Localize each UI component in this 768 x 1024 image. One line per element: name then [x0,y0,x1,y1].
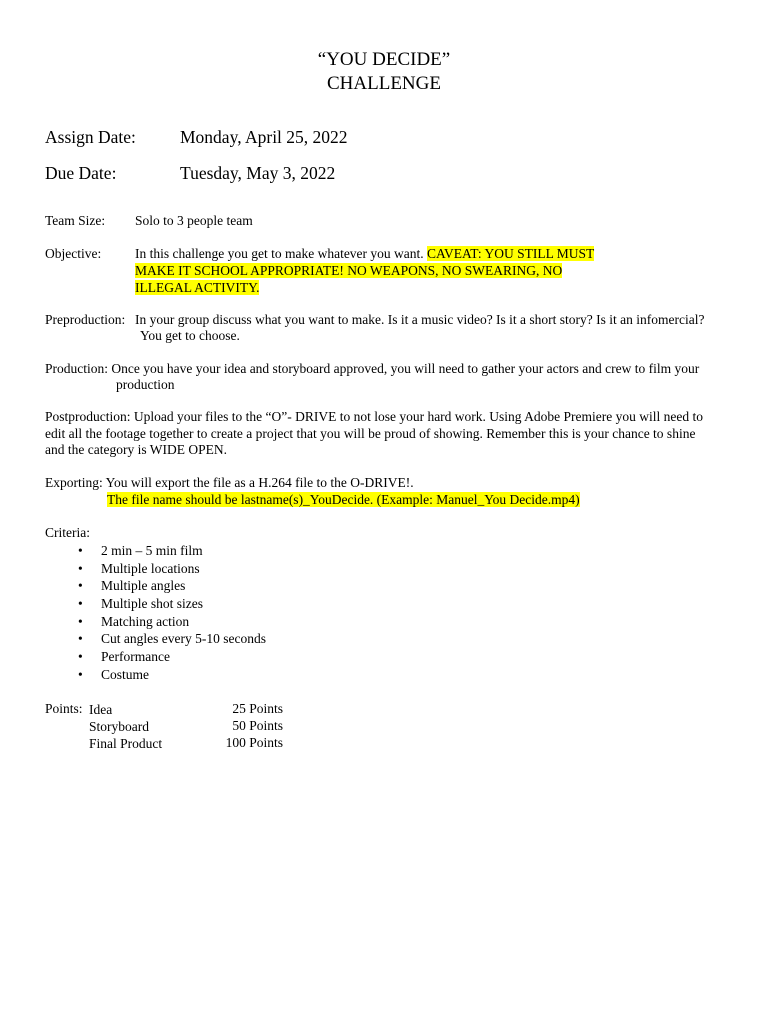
criteria-item [78,666,266,684]
title-line-2: CHALLENGE [327,73,441,94]
points-row-value: 50 Points [232,718,283,733]
criteria-item-text: Multiple locations [101,560,200,576]
points-row [89,718,149,735]
postproduction-line-3: and the category is WIDE OPEN. [45,442,227,457]
criteria-item-text: Cut angles every 5-10 seconds [101,631,266,647]
points-row-name: Storyboard [89,719,149,734]
objective-caveat: CAVEAT: YOU STILL MUST [427,246,595,261]
bullet-icon: • [78,631,83,647]
title-line-1: “YOU DECIDE” [317,49,451,70]
criteria-item [78,560,266,578]
bullet-icon: • [78,578,83,594]
postproduction-line-2: edit all the footage together to create a project that you will be proud of showing. Remember this is your chance to shine [45,426,696,441]
points-label: Points: [45,701,83,716]
criteria-list [78,542,266,684]
bullet-icon: • [78,596,83,612]
criteria-item-text: Multiple shot sizes [101,596,203,612]
exporting-line-2 [107,492,580,509]
assign-date-label: Assign Date: [45,127,136,147]
objective-line-2 [135,263,562,280]
objective-line-1 [135,246,594,263]
objective-label: Objective: [45,246,102,261]
exporting-line-1: Exporting: You will export the file as a H.264 file to the O-DRIVE!. [45,475,414,490]
assign-date-value: Monday, April 25, 2022 [180,127,348,147]
criteria-item [78,613,266,631]
preproduction-label: Preproduction: [45,312,126,327]
objective-line-3 [135,280,259,297]
criteria-label: Criteria: [45,525,90,540]
team-size-label: Team Size: [45,213,106,228]
criteria-item-text: Performance [101,649,170,665]
criteria-item [78,648,266,666]
postproduction-line-1: Postproduction: Upload your files to the “O”- DRIVE to not lose your hard work. Using Adobe Premiere you will need to [45,409,704,424]
objective-caveat-3: ILLEGAL ACTIVITY. [135,280,260,295]
objective-text: In this challenge you get to make whatever you want. [135,246,428,261]
production-line-2: production [116,377,175,392]
criteria-item-text: 2 min – 5 min film [101,543,203,558]
team-size-value: Solo to 3 people team [135,213,253,228]
bullet-icon: • [78,613,83,629]
criteria-item-text: Multiple angles [101,578,186,594]
criteria-item-text: Matching action [101,613,190,629]
criteria-item [78,542,266,560]
points-row-name: Final Product [89,736,163,751]
bullet-icon: • [78,543,83,558]
bullet-icon: • [78,649,83,665]
preproduction-line-1: In your group discuss what you want to make. Is it a music video? Is it a short story? Is it an infomercial? [135,312,705,327]
criteria-item [78,630,266,648]
criteria-item-text: Costume [101,666,150,682]
points-row [89,735,162,752]
objective-caveat-2: MAKE IT SCHOOL APPROPRIATE! NO WEAPONS, NO SWEARING, NO [135,263,563,278]
points-row-name: Idea [89,702,113,717]
production-line-1: Production: Once you have your idea and storyboard approved, you will need to gather your actors and crew to film your [45,361,700,376]
exporting-filename-note: The file name should be lastname(s)_YouDecide. (Example: Manuel_You Decide.mp4) [107,492,580,507]
criteria-item [78,577,266,595]
bullet-icon: • [78,666,83,682]
points-row [89,701,112,718]
bullet-icon: • [78,560,83,576]
preproduction-line-2: You get to choose. [140,328,240,343]
due-date-label: Due Date: [45,163,117,183]
due-date-value: Tuesday, May 3, 2022 [180,163,336,183]
criteria-item [78,595,266,613]
points-row-value: 100 Points [225,735,283,750]
points-row-value: 25 Points [232,701,283,716]
